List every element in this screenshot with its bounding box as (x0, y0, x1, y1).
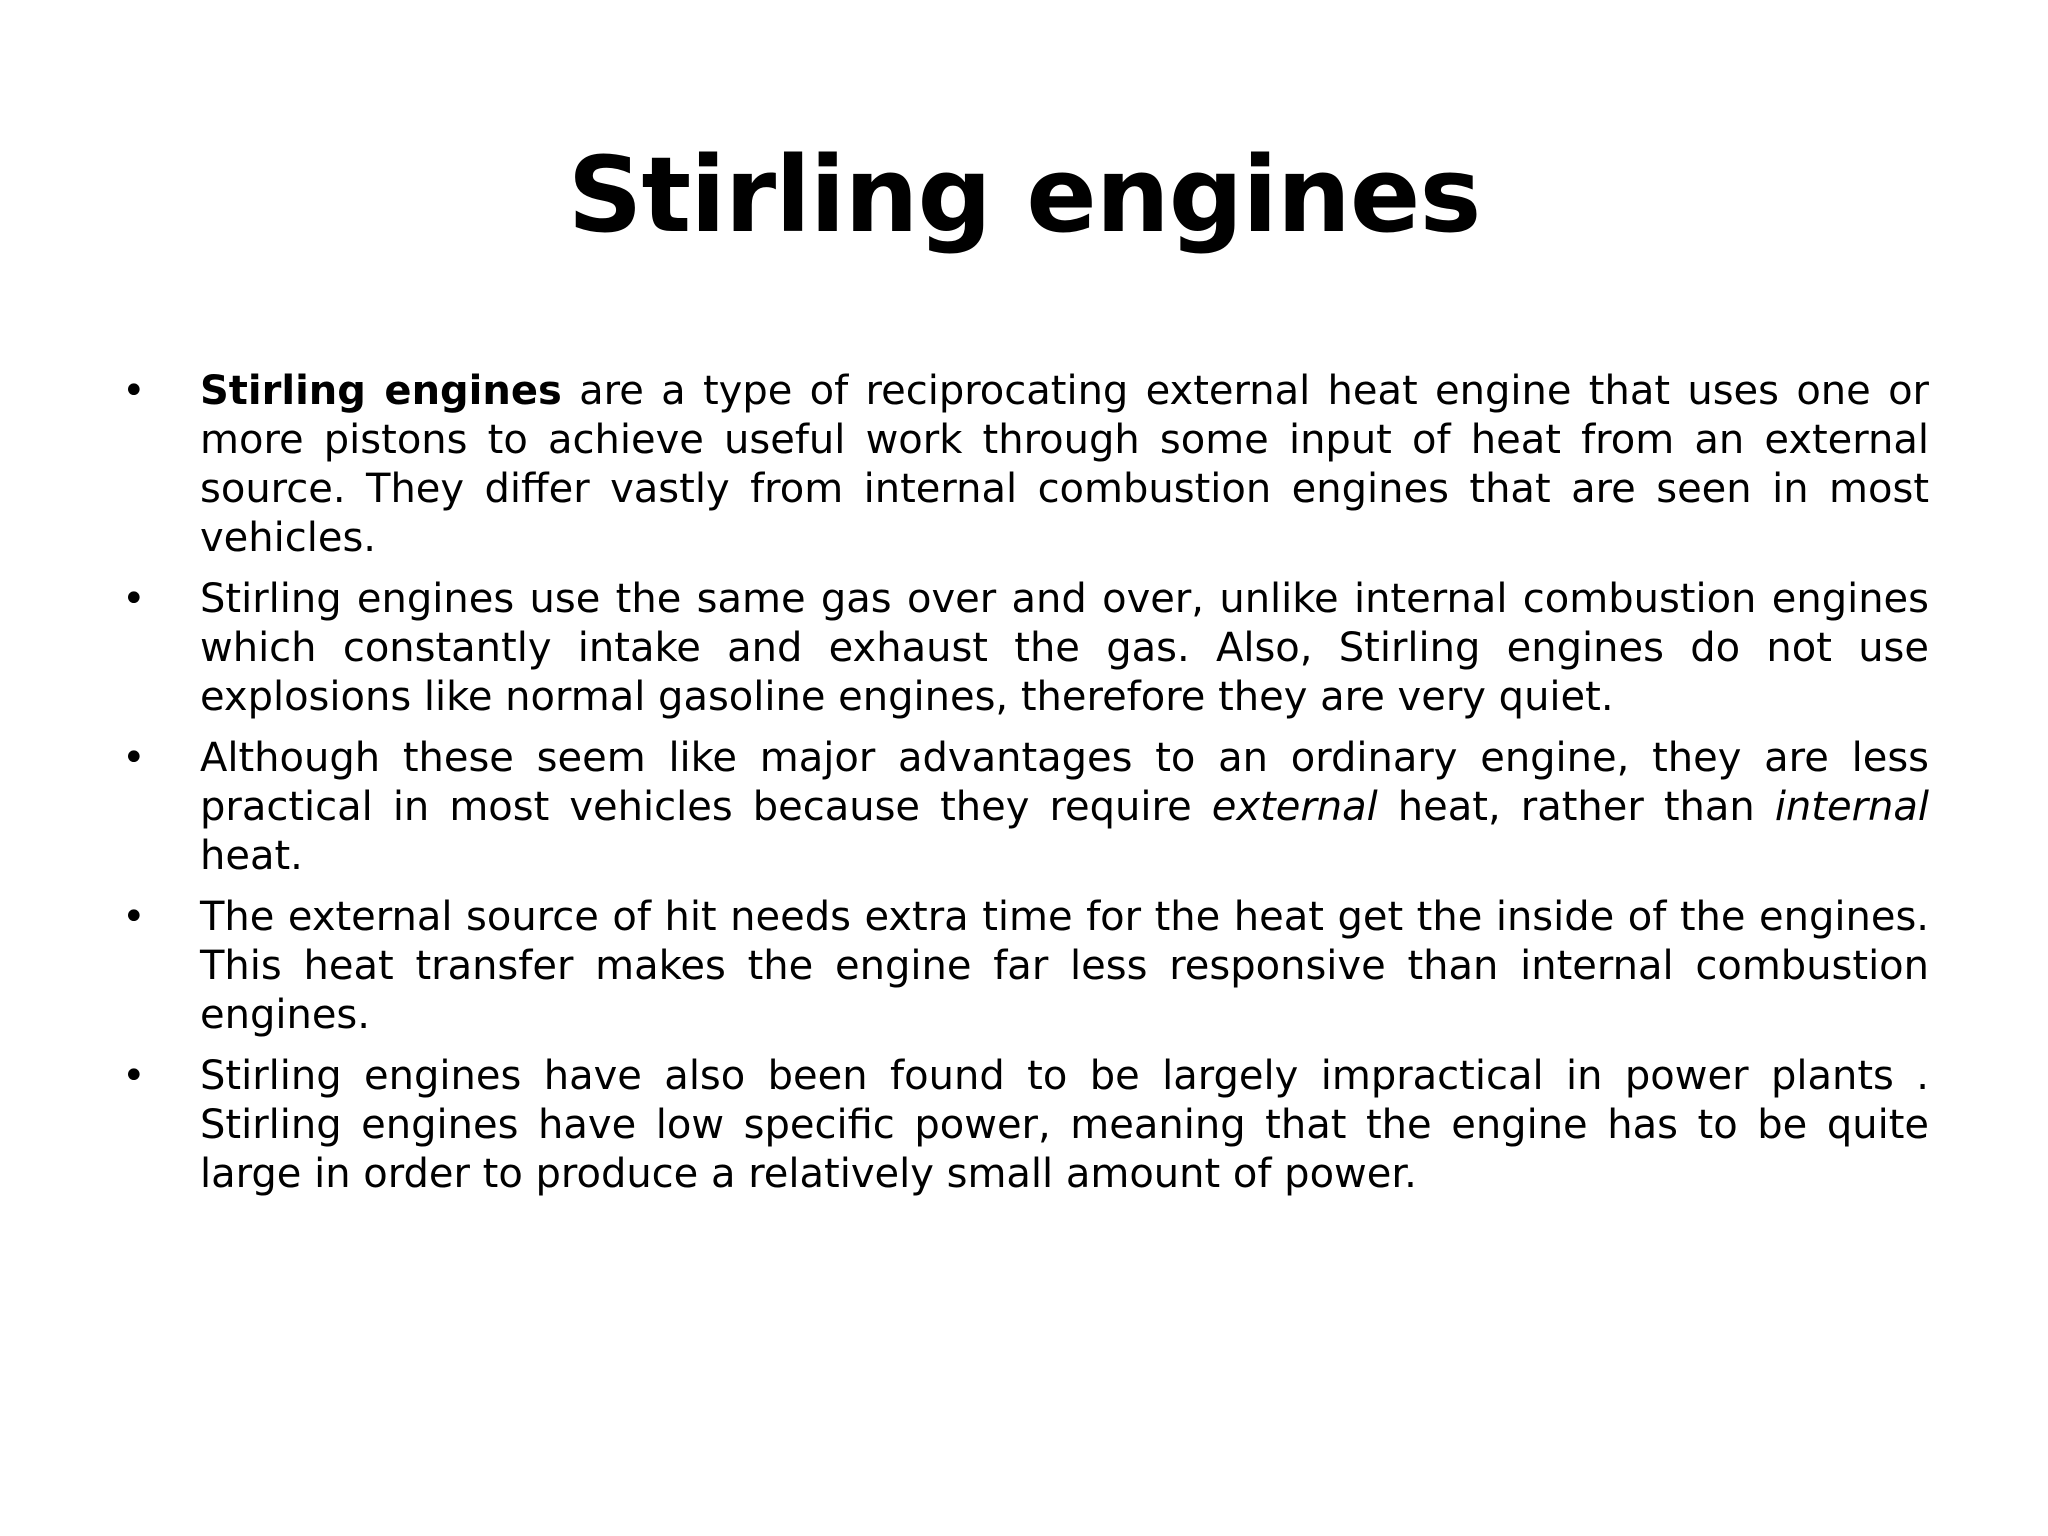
bullet-item-practicality (122, 734, 1929, 881)
bullet-italic-external: external (1211, 784, 1378, 830)
bullet-item-gas-reuse (122, 575, 1929, 722)
bullet-italic-internal: internal (1774, 784, 1929, 830)
bullet-item-definition (122, 367, 1930, 563)
bullet-marker: • (122, 735, 146, 781)
slide-title: Stirling engines (567, 134, 1481, 256)
bullet-marker: • (122, 1053, 146, 1099)
bullet-item-power-plants (122, 1052, 1929, 1199)
bullet-marker: • (122, 576, 146, 622)
bullet-text: heat, rather than (1377, 784, 1775, 830)
bullet-item-responsiveness (122, 893, 1929, 1040)
bullet-text: Although these seem like major advantages to an ordinary engine, they are less practical in most vehicles because they require (200, 735, 1929, 830)
bullet-text: are a type of reciprocating external heat engine that uses one or more pistons to achieve useful work through some input of heat from an external source. They differ vastly from internal combustion engines that are seen in most vehicles. (200, 368, 1930, 561)
bullet-marker: • (122, 368, 146, 414)
bullet-text: heat. (200, 833, 303, 879)
bullet-text: Stirling engines have also been found to be largely impractical in power plants . Stirling engines have low specific power, meaning that the engine has to be quite large in order to produce a relatively small amount of power. (200, 1053, 1929, 1197)
bullet-marker: • (122, 894, 146, 940)
bullet-list (122, 367, 1930, 1211)
bullet-text: Stirling engines use the same gas over and over, unlike internal combustion engines which constantly intake and exhaust the gas. Also, Stirling engines do not use explosions like normal gasoline engines, therefore they are very quiet. (200, 576, 1929, 720)
bullet-text: The external source of hit needs extra time for the heat get the inside of the engines. This heat transfer makes the engine far less responsive than internal combustion engines. (200, 894, 1929, 1038)
bullet-bold-lead: Stirling engines (200, 368, 562, 414)
